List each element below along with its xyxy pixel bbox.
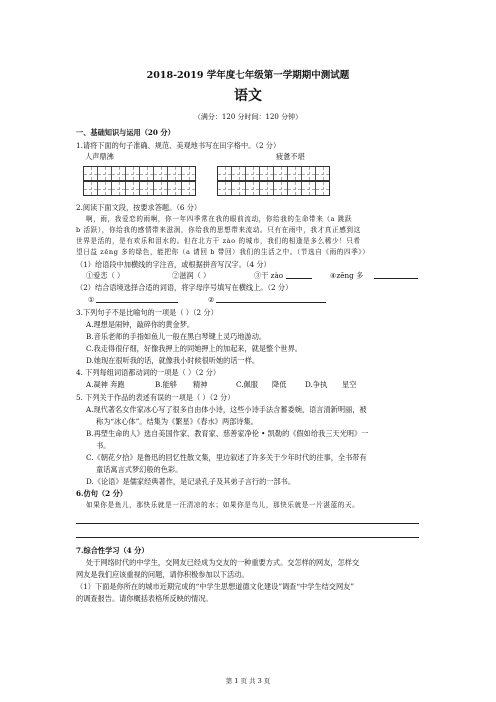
q5-option-a-cont: 称为“冰心体”。结集为《繁星》《春水》两部诗集。 xyxy=(96,417,258,426)
q2-passage-line: 望日益 zēng 多的绿色，能把你（a 请回 b 带回）我们的生活之中。（节选自《雨的四季》） xyxy=(76,248,370,256)
q2-passage-line: 啊，雨，我爱恋的雨啊，你一年四季常在我的眼前流动，你给我的生命带来（a 跳跃 xyxy=(86,215,353,223)
q1-right-text: 疲惫不堪 xyxy=(276,152,305,161)
q5-stem: 5. 下列关于作品的表述有误的一项是（ ）（2 分） xyxy=(76,393,235,402)
q5-option-b: B.再塑生命的人》选自美国作家、教育家、慈善家净伦 • 凯勒的《假如给我三天光明》一 xyxy=(86,429,369,438)
q3-stem: 3.下列句子不是比喻句的一项是（ ）（2 分） xyxy=(76,308,218,317)
q4-option-b: B.能够 xyxy=(155,380,177,389)
answer-line[interactable] xyxy=(286,278,312,279)
q5-option-a: A.现代著名女作家冰心写了很多自由体小诗，这些小诗手法含蓄委婉，语言清新明丽，被 xyxy=(86,405,367,414)
blank-1: ①爱恋（ ） xyxy=(86,271,125,280)
q1-stem: 1.请将下面的句子准确、规范、美观地书写在田字格中。（2 分） xyxy=(76,141,281,150)
section-heading: 一、基础知识与运用（20 分） xyxy=(76,128,175,137)
q5-option-b-cont: 书。 xyxy=(96,441,111,450)
q4-word: 降低 xyxy=(272,380,287,389)
q5-option-d: D.《论语》是儒家经典著作，是记录孔子及其弟子言行的一部书。 xyxy=(86,477,296,486)
q3-option-b: B.音乐老师的手指如鱼儿一般在黑白琴键上灵巧地游动。 xyxy=(86,332,267,341)
page-footer: 第 1 页 共 3 页 xyxy=(225,677,271,685)
answer-line[interactable] xyxy=(374,278,418,279)
blank-3: ③干 zào xyxy=(254,271,284,280)
q2-passage-line: 世界是活的，是有欢乐和泪水的。但在北方干 zào 的城市，我们的相逢是多么稀少！只希 xyxy=(76,237,361,245)
q7-para-line: 处于网络时代的中学生，交网友已经成为交友的一种重要方式。交怎样的网友，怎样交 xyxy=(86,558,360,567)
subject-title: 语文 xyxy=(234,88,262,104)
q7-sub1-line: 的调查报告。请你概括表格所反映的情况。 xyxy=(76,594,213,603)
q5-option-c-cont: 童话寓言式梦幻般的色彩。 xyxy=(96,465,183,474)
q6-stem: 6.仿句（2 分） xyxy=(76,489,127,498)
q4-option-a: A.凝神 奔跑 xyxy=(86,380,125,389)
q7-sub1-line: （1）下面是你所在的城市近期完成的“中学生思想道德文化建设”调查“中学生结交网友” xyxy=(76,582,355,591)
answer-line[interactable] xyxy=(96,302,178,303)
writing-grid-right-top[interactable] xyxy=(217,166,330,181)
blank-2: ②滋润（ ） xyxy=(172,271,211,280)
q2-passage-line: b 活跃），你给我的感情带来滋润，你给我的思想带来流动。只有在雨中，我才真正感到这 xyxy=(76,226,361,234)
answer-line[interactable] xyxy=(76,523,419,524)
blank-4: ④zēng 多 xyxy=(330,271,364,280)
q4-stem: 4. 下列每组词语都动词的一项是（ ）（2 分） xyxy=(76,368,221,377)
q3-option-c: C.我走得很仔细，好像我押上的同她押上的加起来，就是整个世界。 xyxy=(86,344,302,353)
q2-sub2: （2）结合语境选择合适的词语，将字母序号填写在横线上。（2 分） xyxy=(76,283,293,292)
sub2-mark-2: ② xyxy=(208,295,215,304)
writing-grid-left-top[interactable] xyxy=(83,166,196,181)
q4-option-d: D.争执 xyxy=(305,380,328,389)
exam-meta: （满分：120 分时间：120 分钟） xyxy=(193,113,303,121)
q2-sub1: （1）给语段中加横线的字注音，或根据拼音写汉字。（4 分） xyxy=(76,260,271,269)
exam-title: 2018-2019 学年度七年级第一学期期中测试题 xyxy=(146,70,350,81)
q7-stem: 7.综合性学习（4 分） xyxy=(76,546,149,555)
q5-option-c: C.《朝花夕拾》是鲁迅的回忆性散文集，里边叙述了许多关于少年时代的往事，全书带有 xyxy=(86,453,367,462)
q2-stem: 2.阅读下面文段，按要求答题。（6 分） xyxy=(76,203,202,212)
q4-word: 精神 xyxy=(193,380,208,389)
q4-option-c: C.佩服 xyxy=(236,380,258,389)
q7-para-line: 网友是我们应该重视的问题，请你积极参加以下活动。 xyxy=(76,570,249,579)
answer-line[interactable] xyxy=(216,302,326,303)
q3-option-d: D.她现在很听我的话，就像我小时候很听她的话一样。 xyxy=(86,356,260,365)
writing-grid-right-bottom[interactable] xyxy=(217,181,330,196)
q4-word: 星空 xyxy=(342,380,357,389)
q1-left-text: 人声鼎沸 xyxy=(85,152,114,161)
answer-line[interactable] xyxy=(76,537,419,538)
q6-example: 如果你是鱼儿，那快乐就是一汪清凉的水；如果你是鸟儿，那快乐就是一片湛蓝的天。 xyxy=(86,501,360,509)
writing-grid-left-bottom[interactable] xyxy=(83,181,196,196)
sub2-mark-1: ① xyxy=(88,295,95,304)
q3-option-a: A.理想是闹钟，敲碎你的黄金梦。 xyxy=(86,320,195,329)
